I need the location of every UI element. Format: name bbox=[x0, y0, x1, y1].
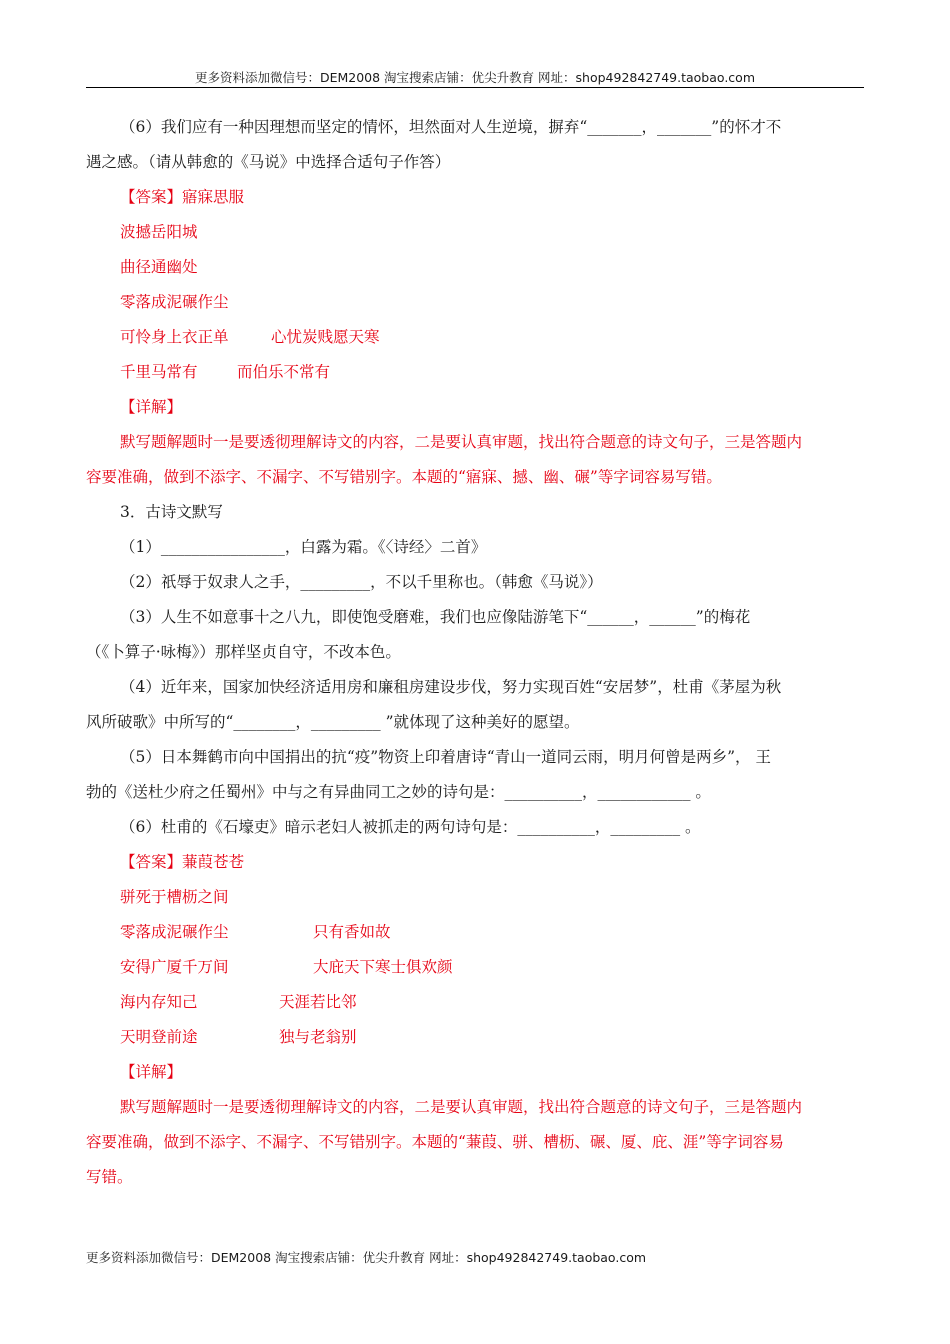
detail-line-2: 容要准确，做到不添字、不漏字、不写错别字。本题的“蒹葭、骈、槽枥、碾、厦、庇、涯”等字词容易 bbox=[86, 1133, 784, 1151]
answer-5 bbox=[86, 324, 864, 359]
answer-4-part-b: 大庇天下寒士俱欢颜 bbox=[313, 958, 453, 976]
answer-3-part-a: 零落成泥碾作尘 bbox=[120, 923, 229, 941]
page-footer: 更多资料添加微信号：DEM2008 淘宝搜索店铺：优尖升教育 网址：shop492842749.taobao.com bbox=[86, 1250, 647, 1265]
answer-2: 骈死于槽枥之间 bbox=[120, 888, 229, 906]
answer-1: 寤寐思服 bbox=[182, 188, 245, 206]
answer-label: 【答案】 bbox=[120, 853, 183, 871]
answer-5-part-b: 心忧炭贱愿天寒 bbox=[271, 328, 380, 346]
answer-3-part-b: 只有香如故 bbox=[313, 923, 391, 941]
answer-6-part-a: 千里马常有 bbox=[120, 363, 198, 381]
question-2: （2）祇辱于奴隶人之手，_________，不以千里称也。（韩愈《马说》） bbox=[120, 573, 603, 591]
answer-6-part-b: 独与老翁别 bbox=[279, 1028, 357, 1046]
page-header: 更多资料添加微信号：DEM2008 淘宝搜索店铺：优尖升教育 网址：shop492842749.taobao.com bbox=[194, 70, 756, 85]
answer-5-part-a: 海内存知己 bbox=[120, 993, 198, 1011]
detail-label: 【详解】 bbox=[120, 398, 183, 416]
answer-4-part-a: 安得广厦千万间 bbox=[120, 958, 229, 976]
answer-block-1-first bbox=[86, 184, 864, 219]
question-4-line-2: 风所破歌》中所写的“________，_________ ”就体现了这种美好的愿望。 bbox=[86, 713, 580, 731]
question-3-line-2: （《卜算子·咏梅》）那样坚贞自守，不改本色。 bbox=[86, 643, 401, 661]
detail-line-2: 容要准确，做到不添字、不漏字、不写错别字。本题的“寤寐、撼、幽、碾”等字词容易写错。 bbox=[86, 468, 722, 486]
answer-label: 【答案】 bbox=[120, 188, 183, 206]
answer-block-2-first bbox=[86, 849, 864, 884]
answer-4 bbox=[86, 954, 864, 989]
answer-2: 波撼岳阳城 bbox=[120, 223, 198, 241]
question-4-line-1: （4）近年来，国家加快经济适用房和廉租房建设步伐，努力实现百姓“安居梦”，杜甫《茅屋为秋 bbox=[120, 678, 782, 696]
answer-5-part-b: 天涯若比邻 bbox=[279, 993, 357, 1011]
question-1: （1）________________，白露为霜。《〈诗经〉二首》 bbox=[120, 538, 487, 556]
document-body bbox=[86, 114, 864, 1199]
detail-line-1: 默写题解题时一是要透彻理解诗文的内容，二是要认真审题，找出符合题意的诗文句子，三是答题内 bbox=[120, 1098, 803, 1116]
section-title: 3．古诗文默写 bbox=[120, 503, 223, 521]
detail-line-1: 默写题解题时一是要透彻理解诗文的内容，二是要认真审题，找出符合题意的诗文句子，三是答题内 bbox=[120, 433, 803, 451]
question-3-line-1: （3）人生不如意事十之八九，即使饱受磨难，我们也应像陆游笔下“______，______”的梅花 bbox=[120, 608, 751, 626]
answer-6-part-b: 而伯乐不常有 bbox=[237, 363, 331, 381]
answer-5 bbox=[86, 989, 864, 1024]
question-5-line-1: （5）日本舞鹤市向中国捐出的抗“疫”物资上印着唐诗“青山一道同云雨，明月何曾是两乡”， 王 bbox=[120, 748, 771, 766]
answer-6 bbox=[86, 359, 864, 394]
detail-label: 【详解】 bbox=[120, 1063, 183, 1081]
answer-4: 零落成泥碾作尘 bbox=[120, 293, 229, 311]
question-6-line-2: 遇之感。（请从韩愈的《马说》中选择合适句子作答） bbox=[86, 153, 451, 171]
answer-3: 曲径通幽处 bbox=[120, 258, 198, 276]
question-5-line-2: 勃的《送杜少府之任蜀州》中与之有异曲同工之妙的诗句是：__________，____________ 。 bbox=[86, 783, 711, 801]
answer-3 bbox=[86, 919, 864, 954]
answer-6-part-a: 天明登前途 bbox=[120, 1028, 198, 1046]
header-divider bbox=[86, 87, 864, 88]
question-6: （6）杜甫的《石壕吏》暗示老妇人被抓走的两句诗句是：__________，_________ 。 bbox=[120, 818, 701, 836]
answer-1: 蒹葭苍苍 bbox=[182, 853, 245, 871]
detail-line-3: 写错。 bbox=[86, 1168, 133, 1186]
answer-6 bbox=[86, 1024, 864, 1059]
answer-5-part-a: 可怜身上衣正单 bbox=[120, 328, 229, 346]
question-6-line-1: （6）我们应有一种因理想而坚定的情怀，坦然面对人生逆境，摒弃“_______，_______”的怀才不 bbox=[120, 118, 782, 136]
